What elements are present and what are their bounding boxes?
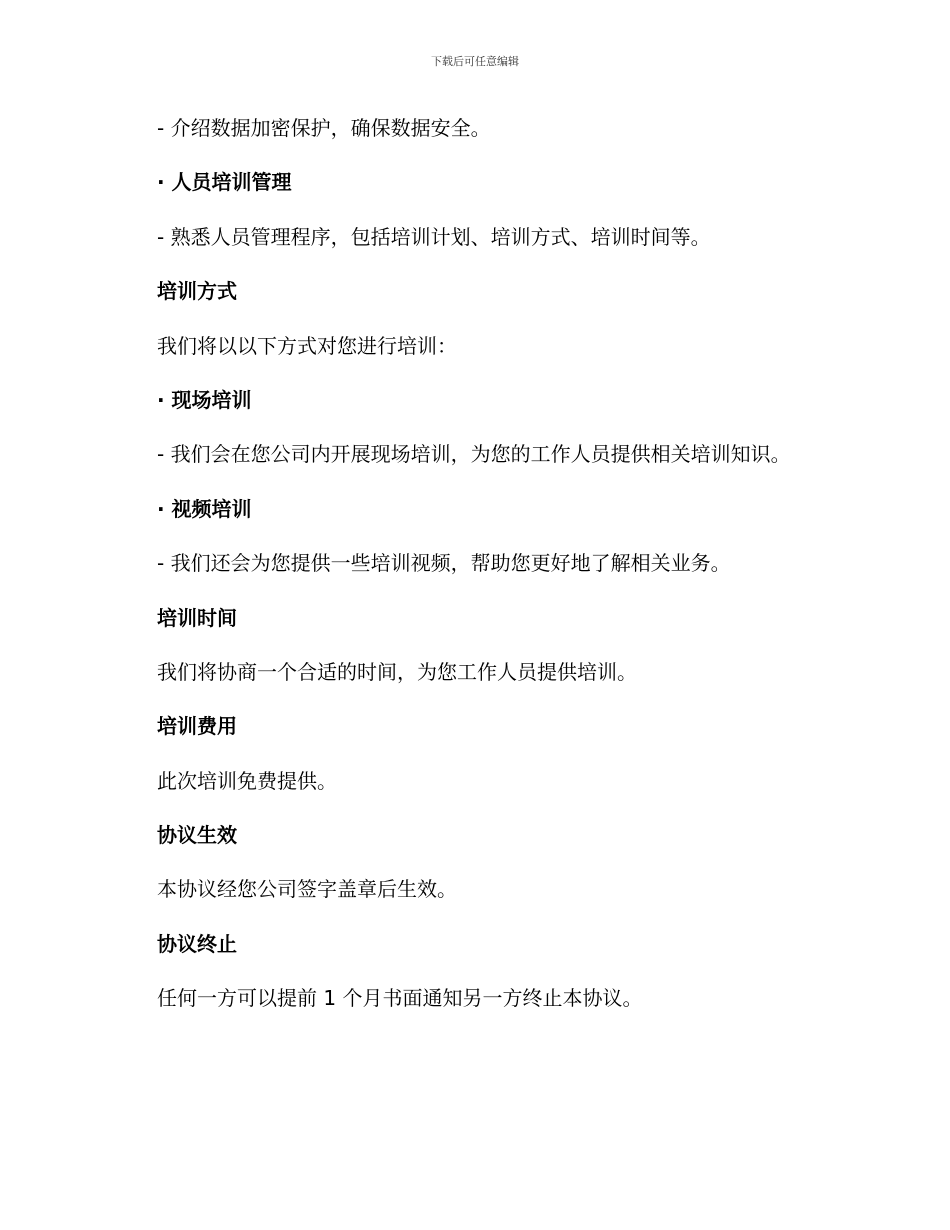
heading-staff-training-management: · 人员培训管理 bbox=[157, 170, 292, 195]
paragraph-onsite-training: - 我们会在您公司内开展现场培训，为您的工作人员提供相关培训知识。 bbox=[157, 442, 791, 467]
paragraph-data-encryption: - 介绍数据加密保护，确保数据安全。 bbox=[157, 116, 491, 140]
paragraph-training-time: 我们将协商一个合适的时间，为您工作人员提供培训。 bbox=[157, 659, 637, 684]
heading-onsite-training: · 现场培训 bbox=[157, 387, 252, 412]
heading-training-time: 培训时间 bbox=[157, 605, 237, 630]
document-body bbox=[113, 110, 813, 1035]
heading-training-fee: 培训费用 bbox=[157, 714, 237, 739]
paragraph-staff-procedure: - 熟悉人员管理程序，包括培训计划、培训方式、培训时间等。 bbox=[157, 224, 711, 249]
heading-video-training: · 视频培训 bbox=[157, 496, 252, 521]
page-header: 下载后可任意编辑 bbox=[431, 55, 519, 68]
paragraph-training-intro: 我们将以以下方式对您进行培训： bbox=[157, 333, 457, 358]
heading-training-method: 培训方式 bbox=[157, 279, 237, 304]
paragraph-video-training: - 我们还会为您提供一些培训视频，帮助您更好地了解相关业务。 bbox=[157, 551, 731, 576]
paragraph-training-fee: 此次培训免费提供。 bbox=[157, 768, 337, 793]
paragraph-agreement-termination: 任何一方可以提前 1 个月书面通知另一方终止本协议。 bbox=[157, 986, 643, 1011]
heading-agreement-effective: 协议生效 bbox=[157, 823, 237, 848]
heading-agreement-termination: 协议终止 bbox=[157, 931, 237, 956]
paragraph-agreement-effective: 本协议经您公司签字盖章后生效。 bbox=[157, 877, 457, 902]
